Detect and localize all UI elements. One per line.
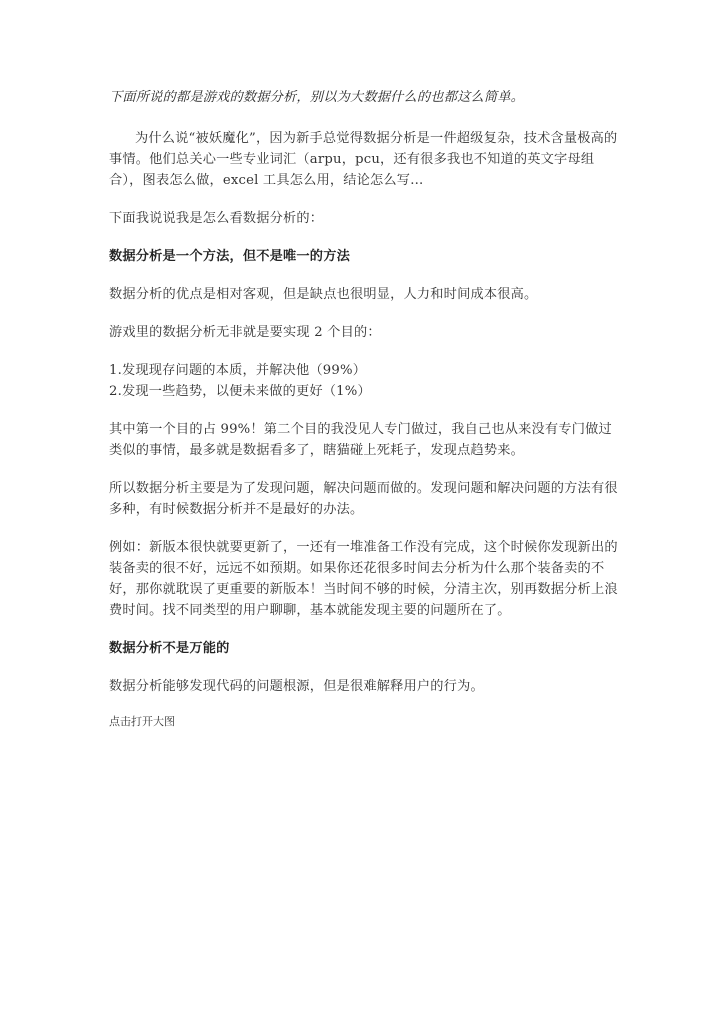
paragraph-example: 例如：新版本很快就要更新了，一还有一堆准备工作没有完成，这个时候你发现新出的装备卖的很不好，远远不如预期。如果你还花很多时间去分析为什么那个装备卖的不好，那你就耽误了更重要的新版本！当时间不够的时候，分清主次，别再数据分析上浪费时间。找不同类型的用户聊聊，基本就能发现主要的问题所在了。 bbox=[109, 540, 618, 618]
paragraph-how: 下面我说说我是怎么看数据分析的： bbox=[109, 211, 324, 226]
article-body bbox=[109, 87, 619, 741]
goal-item-1: 1.发现现存问题的本质，并解决他（99%） bbox=[109, 363, 367, 378]
paragraph-root-cause: 数据分析能够发现代码的问题根源，但是很难解释用户的行为。 bbox=[109, 679, 484, 694]
paragraph-why: 为什么说“被妖魔化”，因为新手总觉得数据分析是一件超级复杂，技术含量极高的事情。他们总关心一些专业词汇（arpu，pcu，还有很多我也不知道的英文字母组合），图表怎么做，excel 工具怎么用，结论怎么写... bbox=[109, 131, 618, 188]
goal-list bbox=[109, 360, 619, 402]
paragraph-purpose: 所以数据分析主要是为了发现问题，解决问题而做的。发现问题和解决问题的方法有很多种，有时候数据分析并不是最好的办法。 bbox=[109, 481, 618, 517]
paragraph-first-goal: 其中第一个目的占 99%！第二个目的我没见人专门做过，我自己也从来没有专门做过类似的事情，最多就是数据看多了，瞎猫碰上死耗子，发现点趋势来。 bbox=[109, 422, 612, 458]
paragraph-pros-cons: 数据分析的优点是相对客观，但是缺点也很明显，人力和时间成本很高。 bbox=[109, 287, 538, 302]
section-heading-method: 数据分析是一个方法，但不是唯一的方法 bbox=[109, 249, 350, 264]
paragraph-two-goals: 游戏里的数据分析无非就是要实现 2 个目的： bbox=[109, 325, 381, 340]
goal-item-2: 2.发现一些趋势，以便未来做的更好（1%） bbox=[109, 384, 371, 399]
intro-text: 下面所说的都是游戏的数据分析，别以为大数据什么的也都这么简单。 bbox=[109, 90, 525, 105]
open-large-image-link[interactable]: 点击打开大图 bbox=[109, 715, 175, 728]
section-heading-not-omnipotent: 数据分析不是万能的 bbox=[109, 641, 230, 656]
